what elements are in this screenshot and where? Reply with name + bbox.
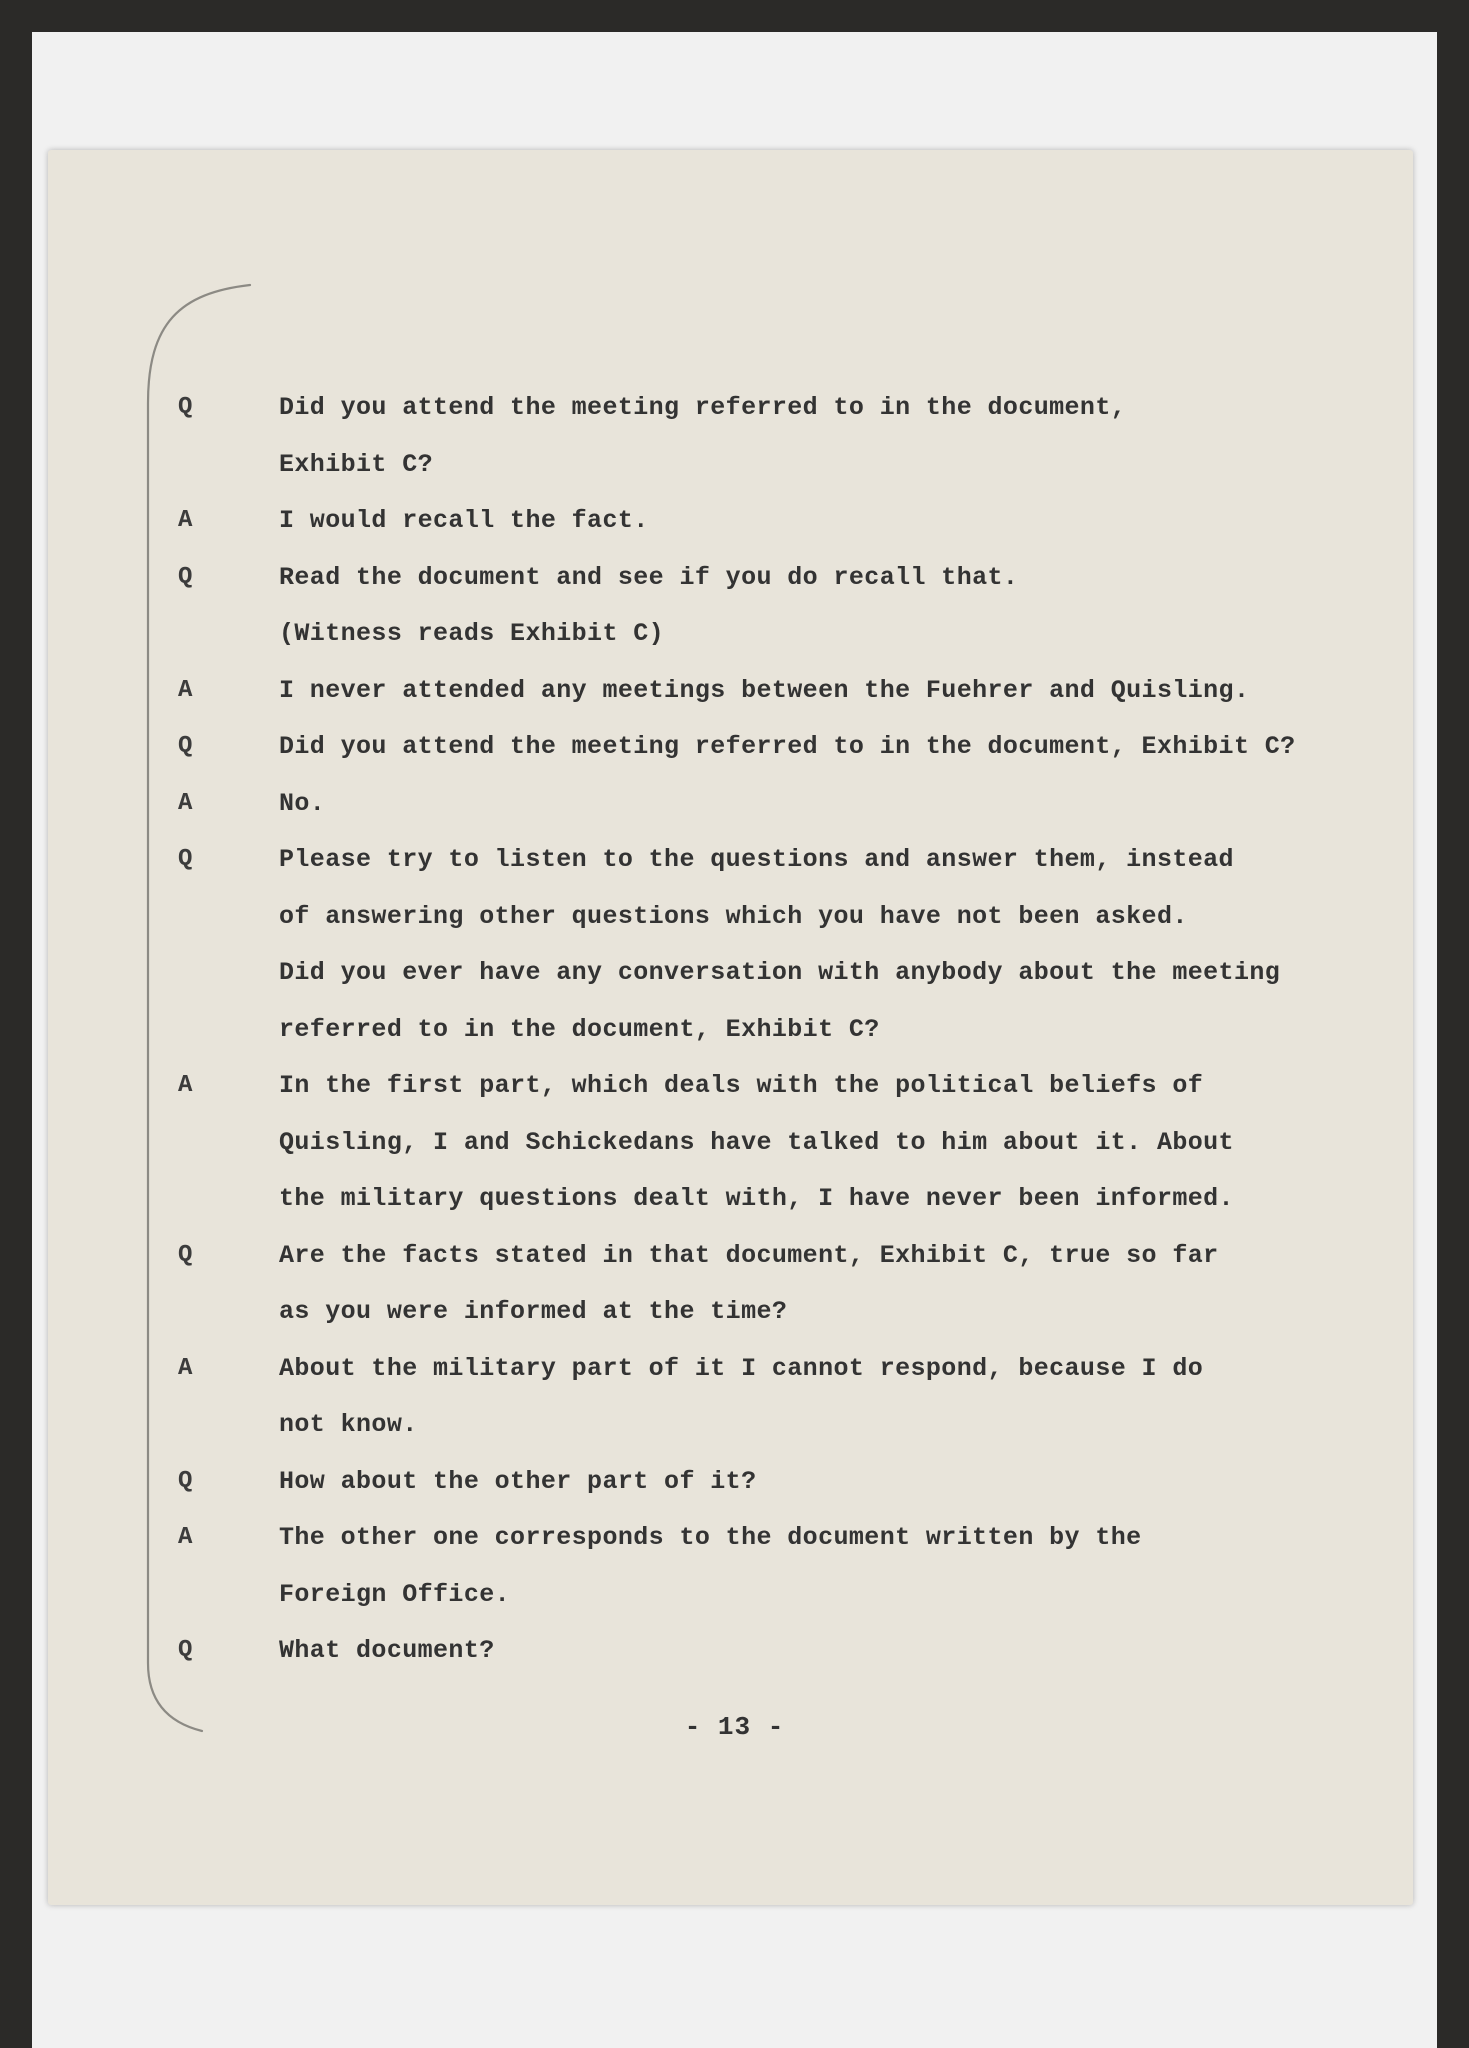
page-number: - 13 - <box>684 1712 785 1742</box>
transcript-line <box>0 889 1469 946</box>
line-text: of answering other questions which you have not been asked. <box>279 901 1188 931</box>
transcript-line <box>0 1284 1469 1341</box>
speaker-label: A <box>178 1524 193 1551</box>
transcript-line <box>0 1397 1469 1454</box>
line-text: No. <box>279 788 326 818</box>
line-text: referred to in the document, Exhibit C? <box>279 1014 880 1044</box>
transcript-line <box>0 1341 1469 1398</box>
line-text: Are the facts stated in that document, Exhibit C, true so far <box>279 1240 1219 1270</box>
transcript-line <box>0 945 1469 1002</box>
line-text: Exhibit C? <box>279 449 434 479</box>
speaker-label: A <box>178 676 193 704</box>
speaker-label: A <box>178 507 193 534</box>
line-text: Please try to listen to the questions and answer them, instead <box>279 845 1234 874</box>
line-text: not know. <box>279 1410 418 1439</box>
speaker-label: Q <box>178 394 193 421</box>
speaker-label: A <box>178 1354 193 1382</box>
transcript-line <box>0 493 1469 550</box>
line-text: the military questions dealt with, I have never been informed. <box>279 1184 1234 1213</box>
transcript-line <box>0 663 1469 720</box>
line-text: Did you ever have any conversation with anybody about the meeting <box>279 958 1281 987</box>
speaker-label: Q <box>178 1241 193 1269</box>
transcript-line <box>0 1510 1469 1567</box>
transcript-line <box>0 1002 1469 1059</box>
line-text: In the first part, which deals with the political beliefs of <box>279 1071 1204 1100</box>
line-text: Quisling, I and Schickedans have talked to him about it. About <box>279 1127 1234 1157</box>
transcript-line <box>0 1171 1469 1228</box>
line-text: Read the document and see if you do recall that. <box>279 562 1019 592</box>
line-text: I never attended any meetings between the Fuehrer and Quisling. <box>279 675 1250 705</box>
transcript-line <box>0 380 1469 437</box>
transcript-line <box>0 1454 1469 1511</box>
speaker-label: Q <box>178 846 193 873</box>
speaker-label: A <box>178 1072 193 1099</box>
line-text: Did you attend the meeting referred to in the document, Exhibit C? <box>279 732 1296 761</box>
line-text: as you were informed at the time? <box>279 1297 788 1326</box>
line-text: (Witness reads Exhibit C) <box>279 619 665 648</box>
speaker-label: Q <box>178 733 193 760</box>
transcript-line <box>0 550 1469 607</box>
line-text: About the military part of it I cannot respond, because I do <box>279 1353 1204 1383</box>
transcript-line <box>0 719 1469 776</box>
transcript-line <box>0 437 1469 494</box>
line-text: The other one corresponds to the document written by the <box>279 1523 1142 1552</box>
transcript-line <box>0 1623 1469 1680</box>
transcript-line <box>0 832 1469 889</box>
transcript-line <box>0 606 1469 663</box>
speaker-label: Q <box>178 1637 193 1664</box>
transcript-line <box>0 776 1469 833</box>
line-text: I would recall the fact. <box>279 506 649 535</box>
line-text: How about the other part of it? <box>279 1466 757 1496</box>
transcript <box>0 380 1469 1680</box>
speaker-label: A <box>178 789 193 817</box>
transcript-line <box>0 1115 1469 1172</box>
line-text: Did you attend the meeting referred to in the document, <box>279 393 1127 422</box>
transcript-line <box>0 1567 1469 1624</box>
line-text: What document? <box>279 1636 495 1665</box>
speaker-label: Q <box>178 1467 193 1495</box>
transcript-line <box>0 1058 1469 1115</box>
line-text: Foreign Office. <box>279 1579 511 1609</box>
speaker-label: Q <box>178 563 193 591</box>
transcript-line <box>0 1228 1469 1285</box>
